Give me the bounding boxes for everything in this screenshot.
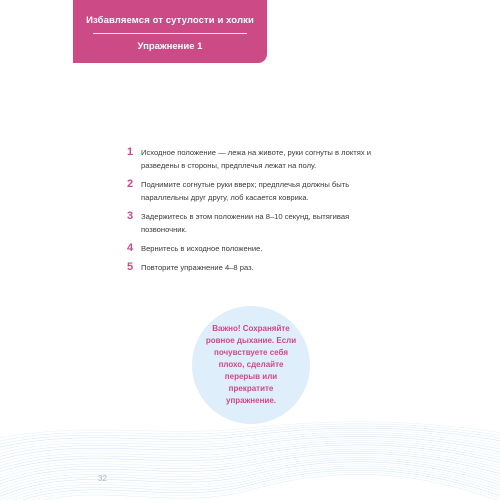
wave-line: [0, 455, 500, 491]
chapter-header: [73, 0, 267, 63]
step-text: Задержитесь в этом положении на 8–10 секунд, вытягивая позвоночник.: [141, 212, 350, 234]
step-text: Повторите упражнение 4–8 раз.: [141, 263, 254, 272]
exercise-steps: [127, 146, 377, 280]
header-divider: [93, 33, 247, 34]
step-number: 5: [127, 261, 134, 273]
step-item: [127, 146, 377, 172]
page-number: 32: [98, 474, 107, 483]
exercise-title: Упражнение 1: [137, 41, 203, 52]
chapter-title: Избавляемся от сутулости и холки: [86, 15, 254, 26]
wave-line: [0, 466, 500, 500]
step-text: Исходное положение — лежа на животе, руки согнуты в локтях и разведены в стороны, предплечья лежат на полу.: [141, 148, 372, 170]
wave-line: [0, 430, 500, 453]
wave-line: [0, 432, 500, 456]
wave-line: [0, 428, 500, 450]
step-number: 4: [127, 242, 134, 254]
decorative-waves: [0, 400, 500, 500]
wave-line: [0, 464, 500, 500]
step-item: [127, 178, 377, 204]
step-item: [127, 261, 377, 274]
step-text: Вернитесь в исходное положение.: [141, 244, 263, 253]
step-item: [127, 210, 377, 236]
step-number: 3: [127, 210, 134, 222]
step-item: [127, 242, 377, 255]
step-text: Поднимите согнутые руки вверх; предплечья должны быть параллельны друг другу, лоб касается коврика.: [141, 180, 350, 202]
step-number: 1: [127, 146, 134, 158]
step-number: 2: [127, 178, 134, 190]
important-note-text: Важно! Сохраняйте ровное дыхание. Если почувствуете себя плохо, сделайте перерыв или прекратите упражнение.: [205, 324, 297, 405]
